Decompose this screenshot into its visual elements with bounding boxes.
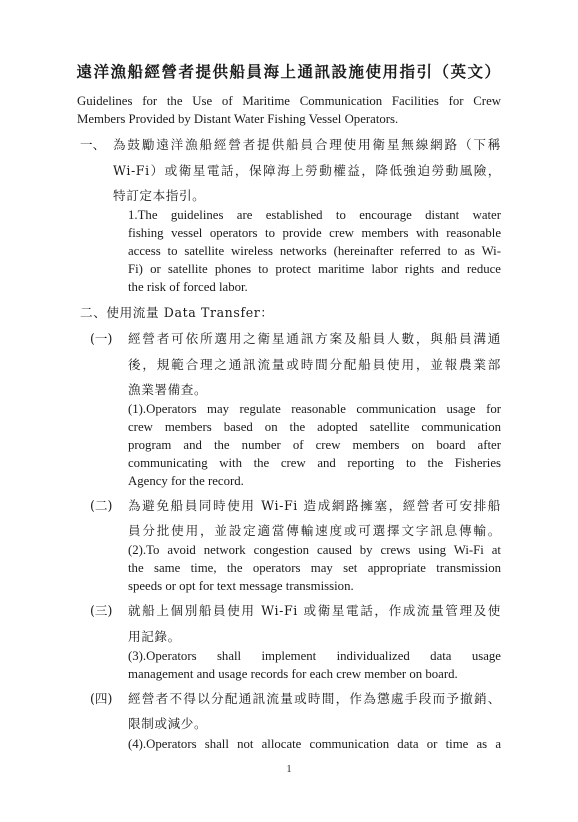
page-number: 1 <box>286 764 292 775</box>
item1-en-line: crew members based on the adopted satellite communication <box>128 420 501 434</box>
section1-en-line: access to satellite wireless networks (hereinafter referred to as Wi- <box>128 244 501 258</box>
item1-en-line: Agency for the record. <box>128 474 244 488</box>
subtitle-line: Guidelines for the Use of Maritime Communication Facilities for Crew <box>77 94 501 108</box>
section1-en-line: 1.The guidelines are established to encourage distant water <box>128 208 501 222</box>
item2-zh-line: 員分批使用，並設定適當傳輸速度或可選擇文字訊息傳輸。 <box>128 523 501 538</box>
section2-heading: 二、使用流量 Data Transfer： <box>80 305 274 320</box>
item2-en-line: (2).To avoid network congestion caused by crews using Wi-Fi at <box>128 543 501 557</box>
item2-en-line: speeds or opt for text message transmission. <box>128 579 354 593</box>
section1-zh-line: Wi-Fi）或衛星電話，保障海上勞動權益，降低強迫勞動風險， <box>113 163 501 178</box>
item4-zh-line: 經營者不得以分配通訊流量或時間，作為懲處手段而予撤銷、 <box>128 691 501 706</box>
item-marker: (一) <box>90 331 113 346</box>
item3-zh-line: 用記錄。 <box>128 629 181 644</box>
item1-zh-line: 漁業署備查。 <box>128 382 208 397</box>
section1-zh-line: 為鼓勵遠洋漁船經營者提供船員合理使用衛星無線網路（下稱 <box>113 137 501 152</box>
item3-en-line: management and usage records for each crew member on board. <box>128 667 458 681</box>
item1-zh-line: 後，規範合理之通訊流量或時間分配船員使用，並報農業部 <box>128 357 501 372</box>
subtitle-line: Members Provided by Distant Water Fishing Vessel Operators. <box>77 112 399 126</box>
item1-zh-line: 經營者可依所選用之衛星通訊方案及船員人數，與船員溝通 <box>128 331 501 346</box>
item4-zh-line: 限制或減少。 <box>128 716 208 731</box>
section1-en-line: Fi) or satellite phones to protect maritime labor rights and reduce <box>128 262 501 276</box>
item4-en-line: (4).Operators shall not allocate communication data or time as a <box>128 737 501 751</box>
item-marker: (三) <box>90 603 113 618</box>
item3-zh-line: 就船上個別船員使用 Wi-Fi 或衛星電話，作成流量管理及使 <box>128 603 501 618</box>
item2-zh-line: 為避免船員同時使用 Wi-Fi 造成網路擁塞，經營者可安排船 <box>128 498 501 513</box>
section1-en-line: fishing vessel operators to provide crew members with reasonable <box>128 226 501 240</box>
item3-en-line: (3).Operators shall implement individualized data usage <box>128 649 501 663</box>
item2-en-line: the same time, the operators may set appropriate transmission <box>128 561 501 575</box>
item-marker: (二) <box>90 498 113 513</box>
item-marker: (四) <box>90 691 113 706</box>
item1-en-line: (1).Operators may regulate reasonable communication usage for <box>128 402 501 416</box>
section1-en-line: the risk of forced labor. <box>128 280 248 294</box>
item1-en-line: communicating with the crew and reporting to the Fisheries <box>128 456 501 470</box>
document-title: 遠洋漁船經營者提供船員海上通訊設施使用指引（英文） <box>76 62 502 81</box>
section-marker: 一、 <box>80 137 106 152</box>
section1-zh-line: 特訂定本指引。 <box>113 188 206 203</box>
item1-en-line: program and the number of crew members on board after <box>128 438 501 452</box>
